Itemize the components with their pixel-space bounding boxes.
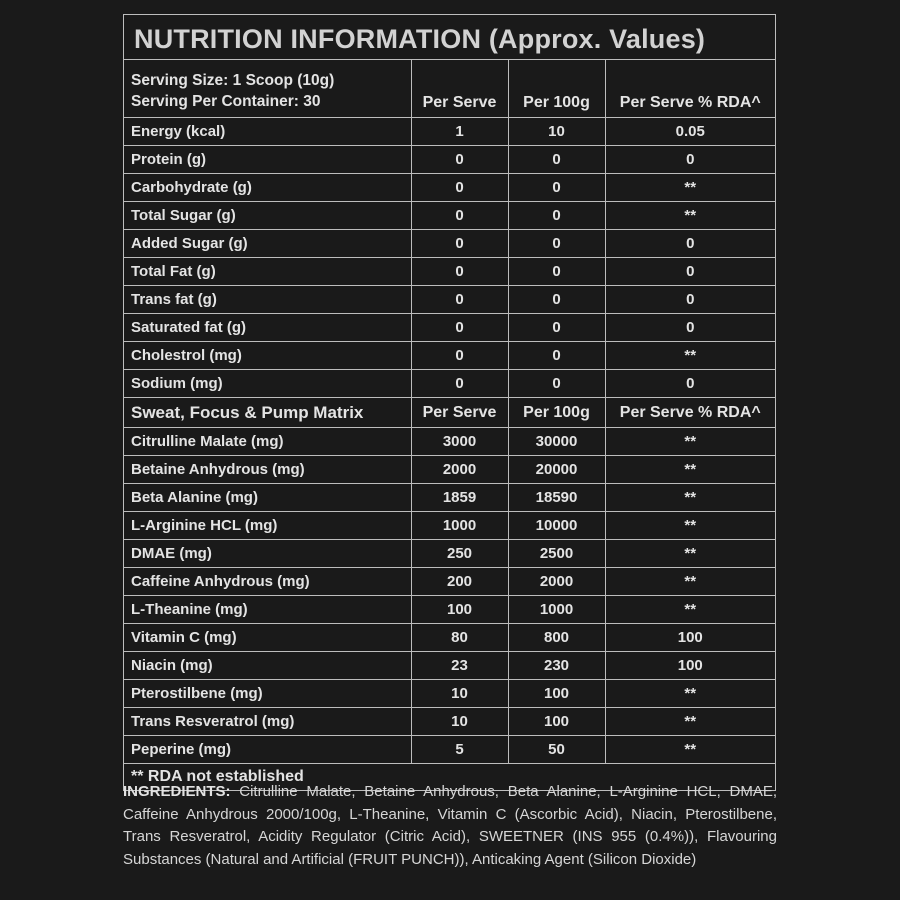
value-per-serve: 0 <box>411 314 508 342</box>
value-per-100g: 0 <box>508 286 605 314</box>
value-per-serve: 3000 <box>411 428 508 456</box>
value-per-serve: 100 <box>411 596 508 624</box>
table-row <box>124 708 775 736</box>
value-rda: ** <box>605 512 775 540</box>
nutrient-name: Total Sugar (g) <box>124 202 411 230</box>
table-row <box>124 428 775 456</box>
nutrient-name: Betaine Anhydrous (mg) <box>124 456 411 484</box>
col-per-serve: Per Serve <box>411 398 508 428</box>
nutrient-name: Trans Resveratrol (mg) <box>124 708 411 736</box>
value-per-serve: 80 <box>411 624 508 652</box>
value-rda: ** <box>605 596 775 624</box>
table-row <box>124 596 775 624</box>
table-row <box>124 484 775 512</box>
value-per-100g: 100 <box>508 680 605 708</box>
value-per-100g: 2500 <box>508 540 605 568</box>
value-per-100g: 100 <box>508 708 605 736</box>
value-per-serve: 0 <box>411 286 508 314</box>
nutrient-name: Sodium (mg) <box>124 370 411 398</box>
value-per-100g: 1000 <box>508 596 605 624</box>
value-per-serve: 0 <box>411 370 508 398</box>
nutrition-panel <box>123 14 776 791</box>
table-row <box>124 230 775 258</box>
table-row <box>124 512 775 540</box>
table-row <box>124 624 775 652</box>
value-per-100g: 18590 <box>508 484 605 512</box>
table-row <box>124 680 775 708</box>
table-row <box>124 568 775 596</box>
matrix-title: Sweat, Focus & Pump Matrix <box>124 398 411 428</box>
table-row <box>124 370 775 398</box>
table-row <box>124 652 775 680</box>
value-rda: 0.05 <box>605 118 775 146</box>
value-rda: ** <box>605 568 775 596</box>
ingredients-text: Citrulline Malate, Betaine Anhydrous, Beta Alanine, L-Arginine HCL, DMAE, Caffeine Anhydrous 2000/100g, L-Theanine, Vitamin C (Ascorbic Acid), Niacin, Pterostilbene, Trans Resveratrol, Acidity Regulator (Citric Acid), SWEETNER (INS 955 (0.4%)), Flavouring Substances (Natural and Artificial (FRUIT PUNCH)), Anticaking Agent (Silicon Dioxide) <box>123 783 777 868</box>
value-rda: ** <box>605 736 775 764</box>
value-per-serve: 1000 <box>411 512 508 540</box>
table-row <box>124 540 775 568</box>
value-per-serve: 2000 <box>411 456 508 484</box>
table-row <box>124 342 775 370</box>
nutrient-name: Protein (g) <box>124 146 411 174</box>
value-per-100g: 800 <box>508 624 605 652</box>
value-rda: 0 <box>605 258 775 286</box>
nutrient-name: Peperine (mg) <box>124 736 411 764</box>
serving-size: Serving Size: 1 Scoop (10g) <box>131 72 335 89</box>
nutrient-name: Added Sugar (g) <box>124 230 411 258</box>
value-rda: 0 <box>605 314 775 342</box>
value-per-100g: 10000 <box>508 512 605 540</box>
footnote: ** RDA not established <box>131 768 304 785</box>
table-row <box>124 202 775 230</box>
value-rda: ** <box>605 428 775 456</box>
value-per-serve: 0 <box>411 230 508 258</box>
value-rda: ** <box>605 708 775 736</box>
value-rda: ** <box>605 202 775 230</box>
nutrient-name: Saturated fat (g) <box>124 314 411 342</box>
value-per-serve: 0 <box>411 342 508 370</box>
nutrient-name: Trans fat (g) <box>124 286 411 314</box>
nutrient-name: Caffeine Anhydrous (mg) <box>124 568 411 596</box>
value-rda: 0 <box>605 370 775 398</box>
table-row <box>124 118 775 146</box>
value-rda: 0 <box>605 286 775 314</box>
nutrient-name: Energy (kcal) <box>124 118 411 146</box>
value-rda: 100 <box>605 624 775 652</box>
value-per-serve: 1 <box>411 118 508 146</box>
serving-info <box>124 60 411 118</box>
value-rda: ** <box>605 484 775 512</box>
value-per-100g: 10 <box>508 118 605 146</box>
col-rda: Per Serve % RDA^ <box>605 398 775 428</box>
nutrient-name: Citrulline Malate (mg) <box>124 428 411 456</box>
value-per-serve: 23 <box>411 652 508 680</box>
value-rda: ** <box>605 342 775 370</box>
col-per-100g: Per 100g <box>508 398 605 428</box>
table-row <box>124 286 775 314</box>
nutrient-name: L-Arginine HCL (mg) <box>124 512 411 540</box>
panel-title: NUTRITION INFORMATION (Approx. Values) <box>124 15 775 60</box>
table-header-row <box>124 60 775 118</box>
value-per-100g: 50 <box>508 736 605 764</box>
value-per-serve: 10 <box>411 708 508 736</box>
table-row <box>124 456 775 484</box>
value-rda: ** <box>605 456 775 484</box>
col-per-serve: Per Serve <box>411 60 508 118</box>
value-rda: ** <box>605 680 775 708</box>
value-per-serve: 5 <box>411 736 508 764</box>
value-per-serve: 200 <box>411 568 508 596</box>
nutrient-name: Total Fat (g) <box>124 258 411 286</box>
value-per-100g: 30000 <box>508 428 605 456</box>
value-per-100g: 0 <box>508 342 605 370</box>
value-rda: ** <box>605 174 775 202</box>
nutrient-name: Carbohydrate (g) <box>124 174 411 202</box>
value-rda: ** <box>605 540 775 568</box>
table-row <box>124 736 775 764</box>
ingredients-label: INGREDIENTS: <box>123 783 231 800</box>
value-per-100g: 0 <box>508 258 605 286</box>
value-per-serve: 0 <box>411 174 508 202</box>
nutrition-table <box>124 60 775 790</box>
value-per-serve: 0 <box>411 146 508 174</box>
matrix-header-row <box>124 398 775 428</box>
value-per-100g: 0 <box>508 370 605 398</box>
value-per-100g: 0 <box>508 314 605 342</box>
ingredients-block <box>123 781 777 871</box>
nutrient-name: Niacin (mg) <box>124 652 411 680</box>
nutrient-name: Cholestrol (mg) <box>124 342 411 370</box>
nutrient-name: Pterostilbene (mg) <box>124 680 411 708</box>
table-row <box>124 174 775 202</box>
nutrient-name: L-Theanine (mg) <box>124 596 411 624</box>
value-per-serve: 10 <box>411 680 508 708</box>
servings-per-container: Serving Per Container: 30 <box>131 93 321 110</box>
nutrient-name: Vitamin C (mg) <box>124 624 411 652</box>
value-per-100g: 0 <box>508 174 605 202</box>
value-per-serve: 250 <box>411 540 508 568</box>
value-per-100g: 230 <box>508 652 605 680</box>
value-per-100g: 2000 <box>508 568 605 596</box>
value-per-100g: 0 <box>508 146 605 174</box>
table-row <box>124 258 775 286</box>
table-row <box>124 314 775 342</box>
table-row <box>124 146 775 174</box>
nutrient-name: Beta Alanine (mg) <box>124 484 411 512</box>
col-per-100g: Per 100g <box>508 60 605 118</box>
value-per-100g: 0 <box>508 202 605 230</box>
value-rda: 0 <box>605 230 775 258</box>
value-rda: 100 <box>605 652 775 680</box>
nutrient-name: DMAE (mg) <box>124 540 411 568</box>
value-per-serve: 0 <box>411 258 508 286</box>
value-per-serve: 0 <box>411 202 508 230</box>
value-per-serve: 1859 <box>411 484 508 512</box>
value-rda: 0 <box>605 146 775 174</box>
value-per-100g: 20000 <box>508 456 605 484</box>
value-per-100g: 0 <box>508 230 605 258</box>
col-rda: Per Serve % RDA^ <box>605 60 775 118</box>
